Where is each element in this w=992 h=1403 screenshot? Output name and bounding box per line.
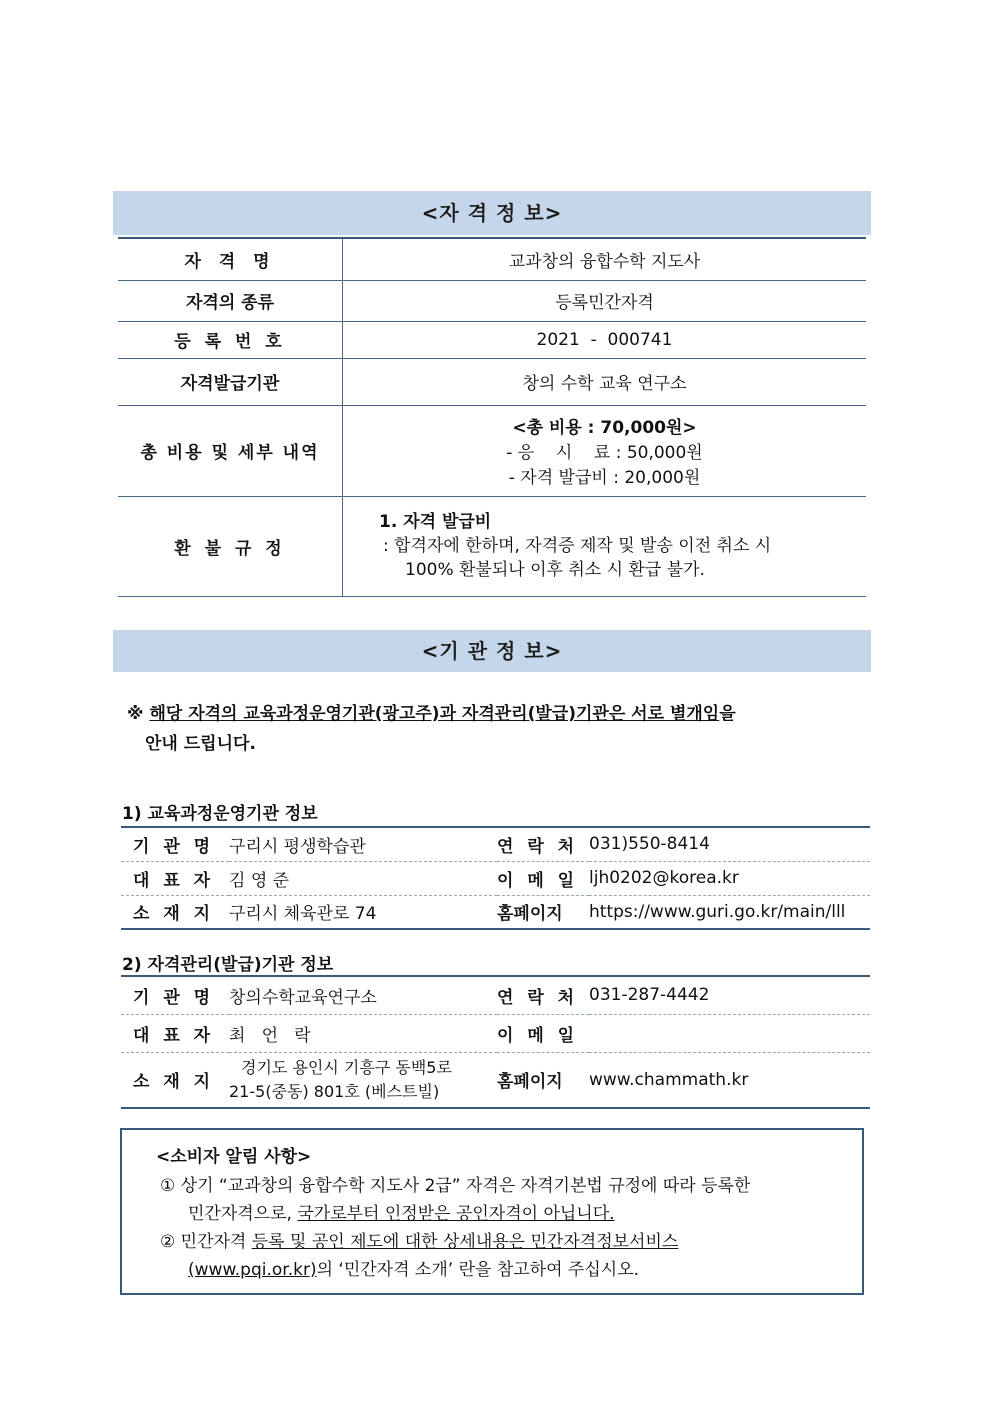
row-label-name: 자 격 명: [118, 238, 343, 280]
row-value-name: 교과창의 융합수학 지도사: [343, 238, 867, 280]
table-row: [121, 861, 870, 895]
cert-addr-line-2: 21-5(중동) 801호 (베스트빌): [229, 1081, 440, 1101]
cert-rep-label: 대 표 자: [121, 1014, 229, 1052]
table-row: [118, 405, 866, 496]
edu-home-label: 홈페이지: [497, 895, 589, 929]
cert-email-label: 이 메 일: [497, 1014, 589, 1052]
consumer-notice-title: <소비자 알림 사항>: [156, 1147, 312, 1167]
cert-home-label: 홈페이지: [497, 1052, 589, 1108]
qualification-table: [118, 237, 866, 597]
table-row: [118, 321, 866, 358]
row-value-refund: [343, 496, 867, 596]
edu-rep-value: 김 영 준: [229, 861, 497, 895]
edu-name-label: 기 관 명: [121, 827, 229, 861]
refund-heading: 1. 자격 발급비: [379, 512, 492, 532]
notice-underlined: 해당 자격의 교육과정운영기관(광고주)과 자격관리(발급)기관은 서로 별개임: [149, 704, 720, 724]
item1-cont-plain: 민간자격으로,: [188, 1204, 298, 1224]
cert-rep-value: 최 언 락: [229, 1014, 497, 1052]
edu-contact-label: 연 락 처: [497, 827, 589, 861]
row-value-issuer: 창의 수학 교육 연구소: [343, 358, 867, 405]
circled-one-icon: ①: [160, 1176, 176, 1196]
item2-prefix: 민간자격: [180, 1232, 252, 1252]
item1-cont-underlined: 국가로부터 인정받은 공인자격이 아닙니다.: [297, 1204, 615, 1224]
cert-addr-line-1: 경기도 용인시 기흥구 동백5로: [241, 1057, 452, 1077]
pqi-link[interactable]: (www.pqi.or.kr): [188, 1260, 317, 1280]
row-value-type: 등록민간자격: [343, 280, 867, 321]
row-label-issuer: 자격발급기관: [118, 358, 343, 405]
cert-email-value: [589, 1014, 870, 1052]
circled-two-icon: ②: [160, 1232, 176, 1252]
cert-org-title: 2) 자격관리(발급)기관 정보: [122, 955, 334, 975]
edu-email-label: 이 메 일: [497, 861, 589, 895]
item2-underlined: 등록 및 공인 제도에 대한 상세내용은 민간자격정보서비스: [251, 1232, 679, 1252]
cert-name-value: 창의수학교육연구소: [229, 976, 497, 1014]
reference-mark-icon: ※: [127, 704, 144, 724]
cost-exam-fee: - 응 시 료 : 50,000원: [506, 443, 703, 463]
table-row: [121, 827, 870, 861]
edu-home-value: https://www.guri.go.kr/main/lll: [589, 895, 870, 929]
edu-email-value: ljh0202@korea.kr: [589, 861, 870, 895]
table-row: [118, 358, 866, 405]
table-row: [118, 280, 866, 321]
cert-contact-value: 031-287-4442: [589, 976, 870, 1014]
edu-contact-value: 031)550-8414: [589, 827, 870, 861]
table-row: [118, 238, 866, 280]
row-label-type: 자격의 종류: [118, 280, 343, 321]
cert-org-table: [121, 975, 870, 1109]
table-row: [121, 1014, 870, 1052]
edu-org-table: [121, 826, 870, 930]
cert-name-label: 기 관 명: [121, 976, 229, 1014]
item2-cont-plain: 의 ‘민간자격 소개’ 란을 참고하여 주십시오.: [316, 1260, 640, 1280]
row-value-cost: [343, 405, 867, 496]
consumer-item-2: [160, 1228, 850, 1284]
item1-text: 상기 “교과창의 융합수학 지도사 2급” 자격은 자격기본법 규정에 따라 등록한: [180, 1176, 751, 1196]
table-row: [121, 1052, 870, 1108]
table-row: [121, 976, 870, 1014]
edu-rep-label: 대 표 자: [121, 861, 229, 895]
row-label-refund: 환 불 규 정: [118, 496, 343, 596]
edu-name-value: 구리시 평생학습관: [229, 827, 497, 861]
notice-line-2: 안내 드립니다.: [145, 734, 256, 754]
table-row: [121, 895, 870, 929]
refund-line-2: 100% 환불되나 이후 취소 시 환급 불가.: [405, 560, 705, 580]
edu-addr-label: 소 재 지: [121, 895, 229, 929]
cost-issue-fee: - 자격 발급비 : 20,000원: [508, 468, 701, 488]
consumer-notice-box: [120, 1128, 864, 1295]
refund-line-1: : 합격자에 한하며, 자격증 제작 및 발송 이전 취소 시: [383, 536, 772, 556]
cost-total: <총 비용 : 70,000원>: [512, 418, 697, 438]
notice-suffix: 을: [719, 704, 736, 724]
cert-addr-label: 소 재 지: [121, 1052, 229, 1108]
table-row: [118, 496, 866, 596]
row-label-cost: 총 비용 및 세부 내역: [118, 405, 343, 496]
edu-org-title: 1) 교육과정운영기관 정보: [122, 804, 318, 824]
separation-notice: [127, 699, 847, 759]
consumer-item-1: [160, 1172, 850, 1228]
cert-contact-label: 연 락 처: [497, 976, 589, 1014]
row-value-reg-no: 2021 - 000741: [343, 321, 867, 358]
cert-home-value: www.chammath.kr: [589, 1052, 870, 1108]
cert-addr-value: [229, 1052, 497, 1108]
row-label-reg-no: 등 록 번 호: [118, 321, 343, 358]
qualification-info-header: <자 격 정 보>: [113, 191, 871, 235]
edu-addr-value: 구리시 체육관로 74: [229, 895, 497, 929]
institution-info-header: <기 관 정 보>: [113, 630, 871, 672]
